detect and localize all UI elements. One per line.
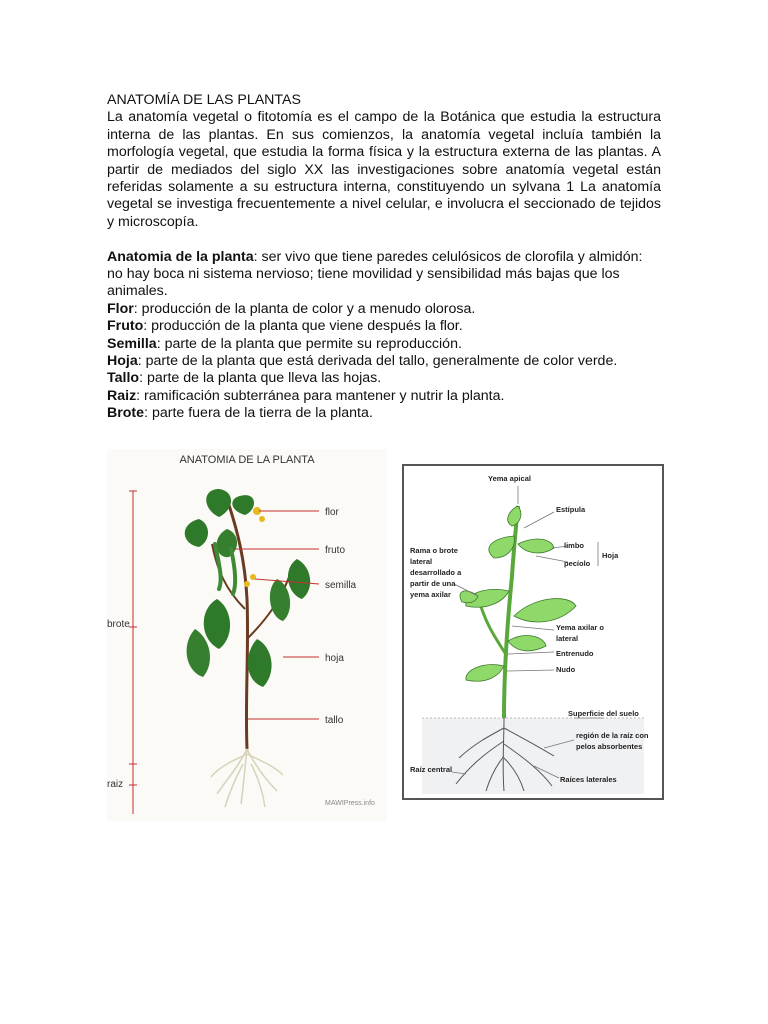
- hoja-label: hoja: [325, 653, 344, 664]
- leaf: [508, 636, 546, 651]
- hoja-label: Hoja: [602, 551, 619, 560]
- rama-label: yema axilar: [410, 590, 451, 599]
- plant-diagram-illustration: [404, 466, 662, 798]
- definition-term: Brote: [107, 405, 145, 422]
- rama-label: partir de una: [410, 579, 456, 588]
- definition-term: Anatomia de la planta: [107, 248, 254, 265]
- definitions-list: [107, 249, 661, 423]
- definition-term: Fruto: [107, 318, 144, 335]
- raiz-label: raiz: [107, 779, 124, 790]
- definition-term: Raiz: [107, 387, 137, 404]
- definition-text: : ser vivo que tiene paredes celulósicos de clorofila y almidón: no hay boca ni sistema nervioso; tiene movilidad y sensibilidad más bajas que los animales.: [107, 248, 643, 300]
- superficie-label: Superficie del suelo: [568, 709, 639, 718]
- definition-item: [107, 370, 661, 387]
- definition-text: : parte de la planta que permite su reproducción.: [156, 335, 462, 352]
- definition-text: : ramificación subterránea para mantener y nutrir la planta.: [136, 387, 505, 404]
- leaf: [288, 559, 310, 599]
- leaf: [489, 536, 514, 558]
- leaf: [217, 529, 237, 557]
- region-label: región de la raíz con: [576, 731, 649, 740]
- yema-axilar-label: lateral: [556, 634, 579, 643]
- leaf: [514, 599, 576, 622]
- definition-text: : parte de la planta que lleva las hojas.: [139, 370, 382, 387]
- figure-title: ANATOMIA DE LA PLANTA: [179, 454, 315, 466]
- leaf: [232, 495, 254, 515]
- fruto-label: fruto: [325, 545, 346, 556]
- definition-item: [107, 336, 661, 353]
- definition-item: [107, 405, 661, 422]
- leaf: [508, 506, 521, 526]
- definition-text: : parte fuera de la tierra de la planta.: [144, 405, 373, 422]
- brote-label: brote: [107, 619, 130, 630]
- estipula-label: Estípula: [556, 505, 586, 514]
- fruit-pod: [231, 549, 235, 594]
- definition-text: : parte de la planta que está derivada del tallo, generalmente de color verde.: [137, 353, 618, 370]
- roots: [211, 749, 283, 807]
- definition-item: [107, 301, 661, 318]
- flower: [259, 516, 265, 522]
- leaf: [187, 629, 210, 677]
- rama-label: desarrollado a: [410, 568, 462, 577]
- definition-term: Hoja: [107, 353, 138, 370]
- raiz-central-label: Raíz central: [410, 765, 453, 774]
- tallo-label: tallo: [325, 715, 344, 726]
- peciolo-label: pecíolo: [564, 559, 591, 568]
- leaf: [466, 665, 504, 682]
- leaf: [206, 489, 231, 517]
- definition-item: [107, 318, 661, 335]
- plant-diagram-figure: [402, 464, 664, 800]
- raices-laterales-label: Raíces laterales: [560, 775, 617, 784]
- seed: [244, 581, 250, 587]
- rama-label: lateral: [410, 557, 433, 566]
- plant-anatomy-illustration: [107, 449, 387, 821]
- leaf: [248, 639, 272, 687]
- flor-label: flor: [325, 507, 339, 518]
- definition-item: [107, 388, 661, 405]
- yema-apical-label: Yema apical: [488, 474, 531, 483]
- leaf: [518, 539, 554, 553]
- definition-term: Tallo: [107, 370, 140, 387]
- watermark: MAWIPress.info: [325, 800, 375, 807]
- entrenudo-label: Entrenudo: [556, 649, 594, 658]
- definition-term: Flor: [107, 300, 134, 317]
- leaf: [204, 599, 230, 649]
- rama-label: Rama o brote: [410, 546, 458, 555]
- definition-item: [107, 249, 661, 301]
- text-content: [107, 92, 661, 423]
- leaf: [185, 519, 208, 547]
- intro-paragraph: La anatomía vegetal o fitotomía es el campo de la Botánica que estudia la estructura interna de las plantas. En sus comienzos, la anatomía vegetal incluía también la morfología vegetal, que estudia la forma física y la estructura externa de las plantas. A partir de mediados del siglo XX las investigaciones sobre anatomía vegetal están referidas solamente a su estructura interna, constituyendo un sylvana 1 La anatomía vegetal se investiga frecuentemente a nivel celular, e involucra el seccionado de tejidos y microscopía.: [107, 109, 661, 230]
- definition-text: : producción de la planta de color y a menudo olorosa.: [133, 300, 476, 317]
- limbo-label: limbo: [564, 541, 584, 550]
- yema-axilar-label: Yema axilar o: [556, 623, 604, 632]
- semilla-label: semilla: [325, 580, 357, 591]
- leaf: [270, 579, 290, 621]
- definition-term: Semilla: [107, 335, 157, 352]
- document-title: ANATOMÍA DE LAS PLANTAS: [107, 92, 301, 108]
- region-label: pelos absorbentes: [576, 742, 643, 751]
- definition-item: [107, 353, 661, 370]
- plant-anatomy-figure: [107, 449, 387, 821]
- definition-text: : producción de la planta que viene después la flor.: [143, 318, 463, 335]
- nudo-label: Nudo: [556, 665, 576, 674]
